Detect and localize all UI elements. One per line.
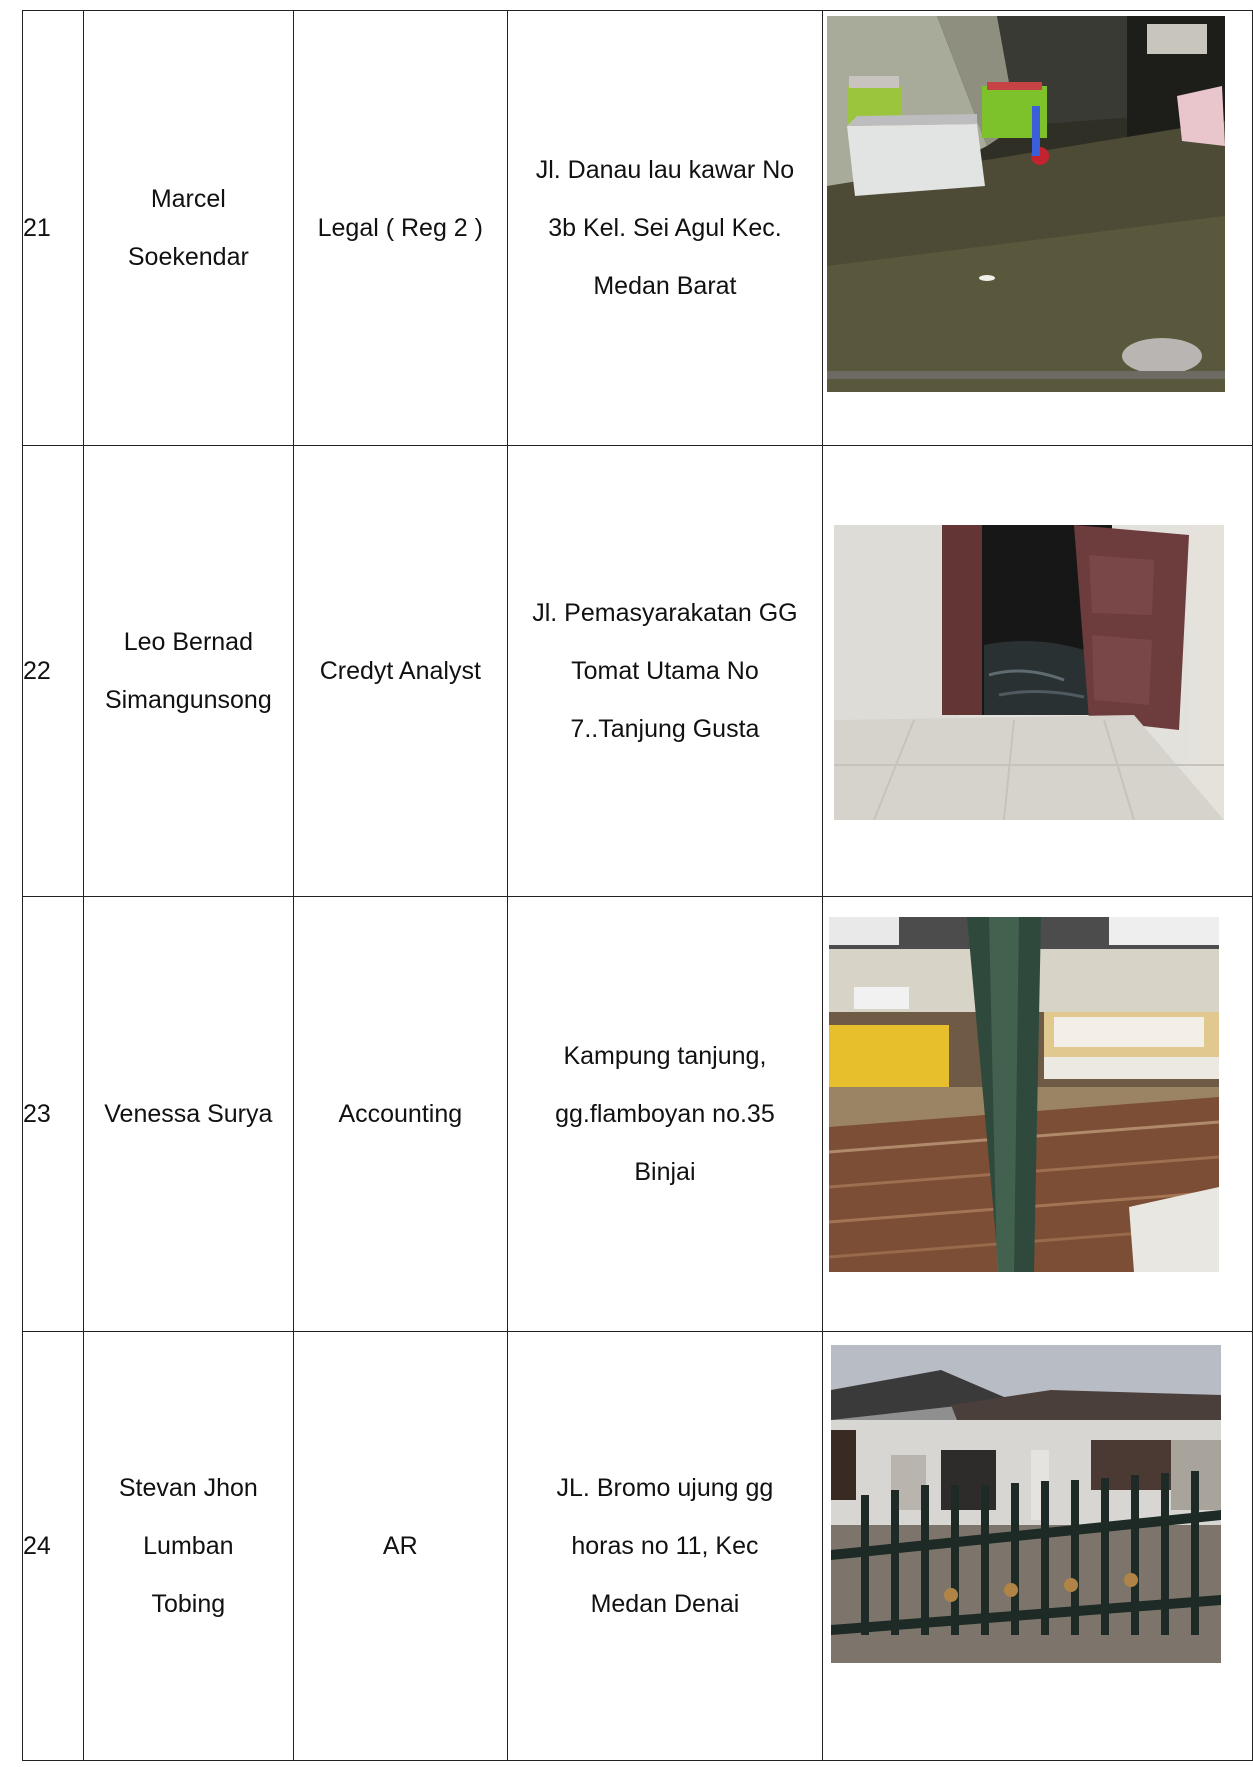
address-line: 3b Kel. Sei Agul Kec. — [548, 214, 782, 242]
department: Credyt Analyst — [293, 446, 507, 897]
row-number: 21 — [23, 11, 84, 446]
department: Legal ( Reg 2 ) — [293, 11, 507, 446]
employee-name-line: Simangunsong — [104, 686, 272, 714]
row-number: 24 — [23, 1332, 84, 1761]
employee-name-line: Soekendar — [127, 243, 249, 271]
address — [507, 1332, 822, 1761]
address-line: Binjai — [634, 1158, 696, 1186]
table-row — [23, 11, 1253, 446]
photo-cell — [822, 1332, 1252, 1761]
address — [507, 897, 822, 1332]
flooded-street-photo — [829, 917, 1219, 1272]
employee-name-line: Marcel — [150, 185, 226, 213]
employee-name-line: Stevan Jhon — [118, 1474, 258, 1502]
address-line: horas no 11, Kec — [571, 1532, 759, 1560]
employee-name-line: Leo Bernad — [123, 628, 253, 656]
address-line: gg.flamboyan no.35 — [555, 1100, 775, 1128]
table-row — [23, 446, 1253, 897]
address-line: Tomat Utama No — [571, 657, 759, 685]
employee-name — [84, 1332, 294, 1761]
address-line: Medan Denai — [590, 1590, 740, 1618]
row-number: 23 — [23, 897, 84, 1332]
address — [507, 446, 822, 897]
flooded-doorway-photo — [834, 525, 1224, 820]
employee-name — [84, 897, 294, 1332]
employee-name — [84, 11, 294, 446]
department: AR — [293, 1332, 507, 1761]
row-number: 22 — [23, 446, 84, 897]
table-row — [23, 1332, 1253, 1761]
address-line: Kampung tanjung, — [563, 1042, 767, 1070]
employee-table — [22, 10, 1253, 1761]
photo-cell — [822, 446, 1252, 897]
flooded-room-photo — [827, 16, 1225, 392]
employee-name-line: Tobing — [151, 1590, 226, 1618]
address-line: JL. Bromo ujung gg — [556, 1474, 774, 1502]
address-line: 7..Tanjung Gusta — [570, 715, 760, 743]
photo-cell — [822, 11, 1252, 446]
address-line: Medan Barat — [593, 272, 737, 300]
flooded-house-photo — [831, 1345, 1221, 1663]
table-row — [23, 897, 1253, 1332]
photo-cell — [822, 897, 1252, 1332]
employee-name-line: Lumban — [143, 1532, 234, 1560]
address — [507, 11, 822, 446]
department: Accounting — [293, 897, 507, 1332]
employee-name-line: Venessa Surya — [104, 1100, 273, 1128]
address-line: Jl. Danau lau kawar No — [535, 156, 795, 184]
employee-name — [84, 446, 294, 897]
address-line: Jl. Pemasyarakatan GG — [532, 599, 798, 627]
